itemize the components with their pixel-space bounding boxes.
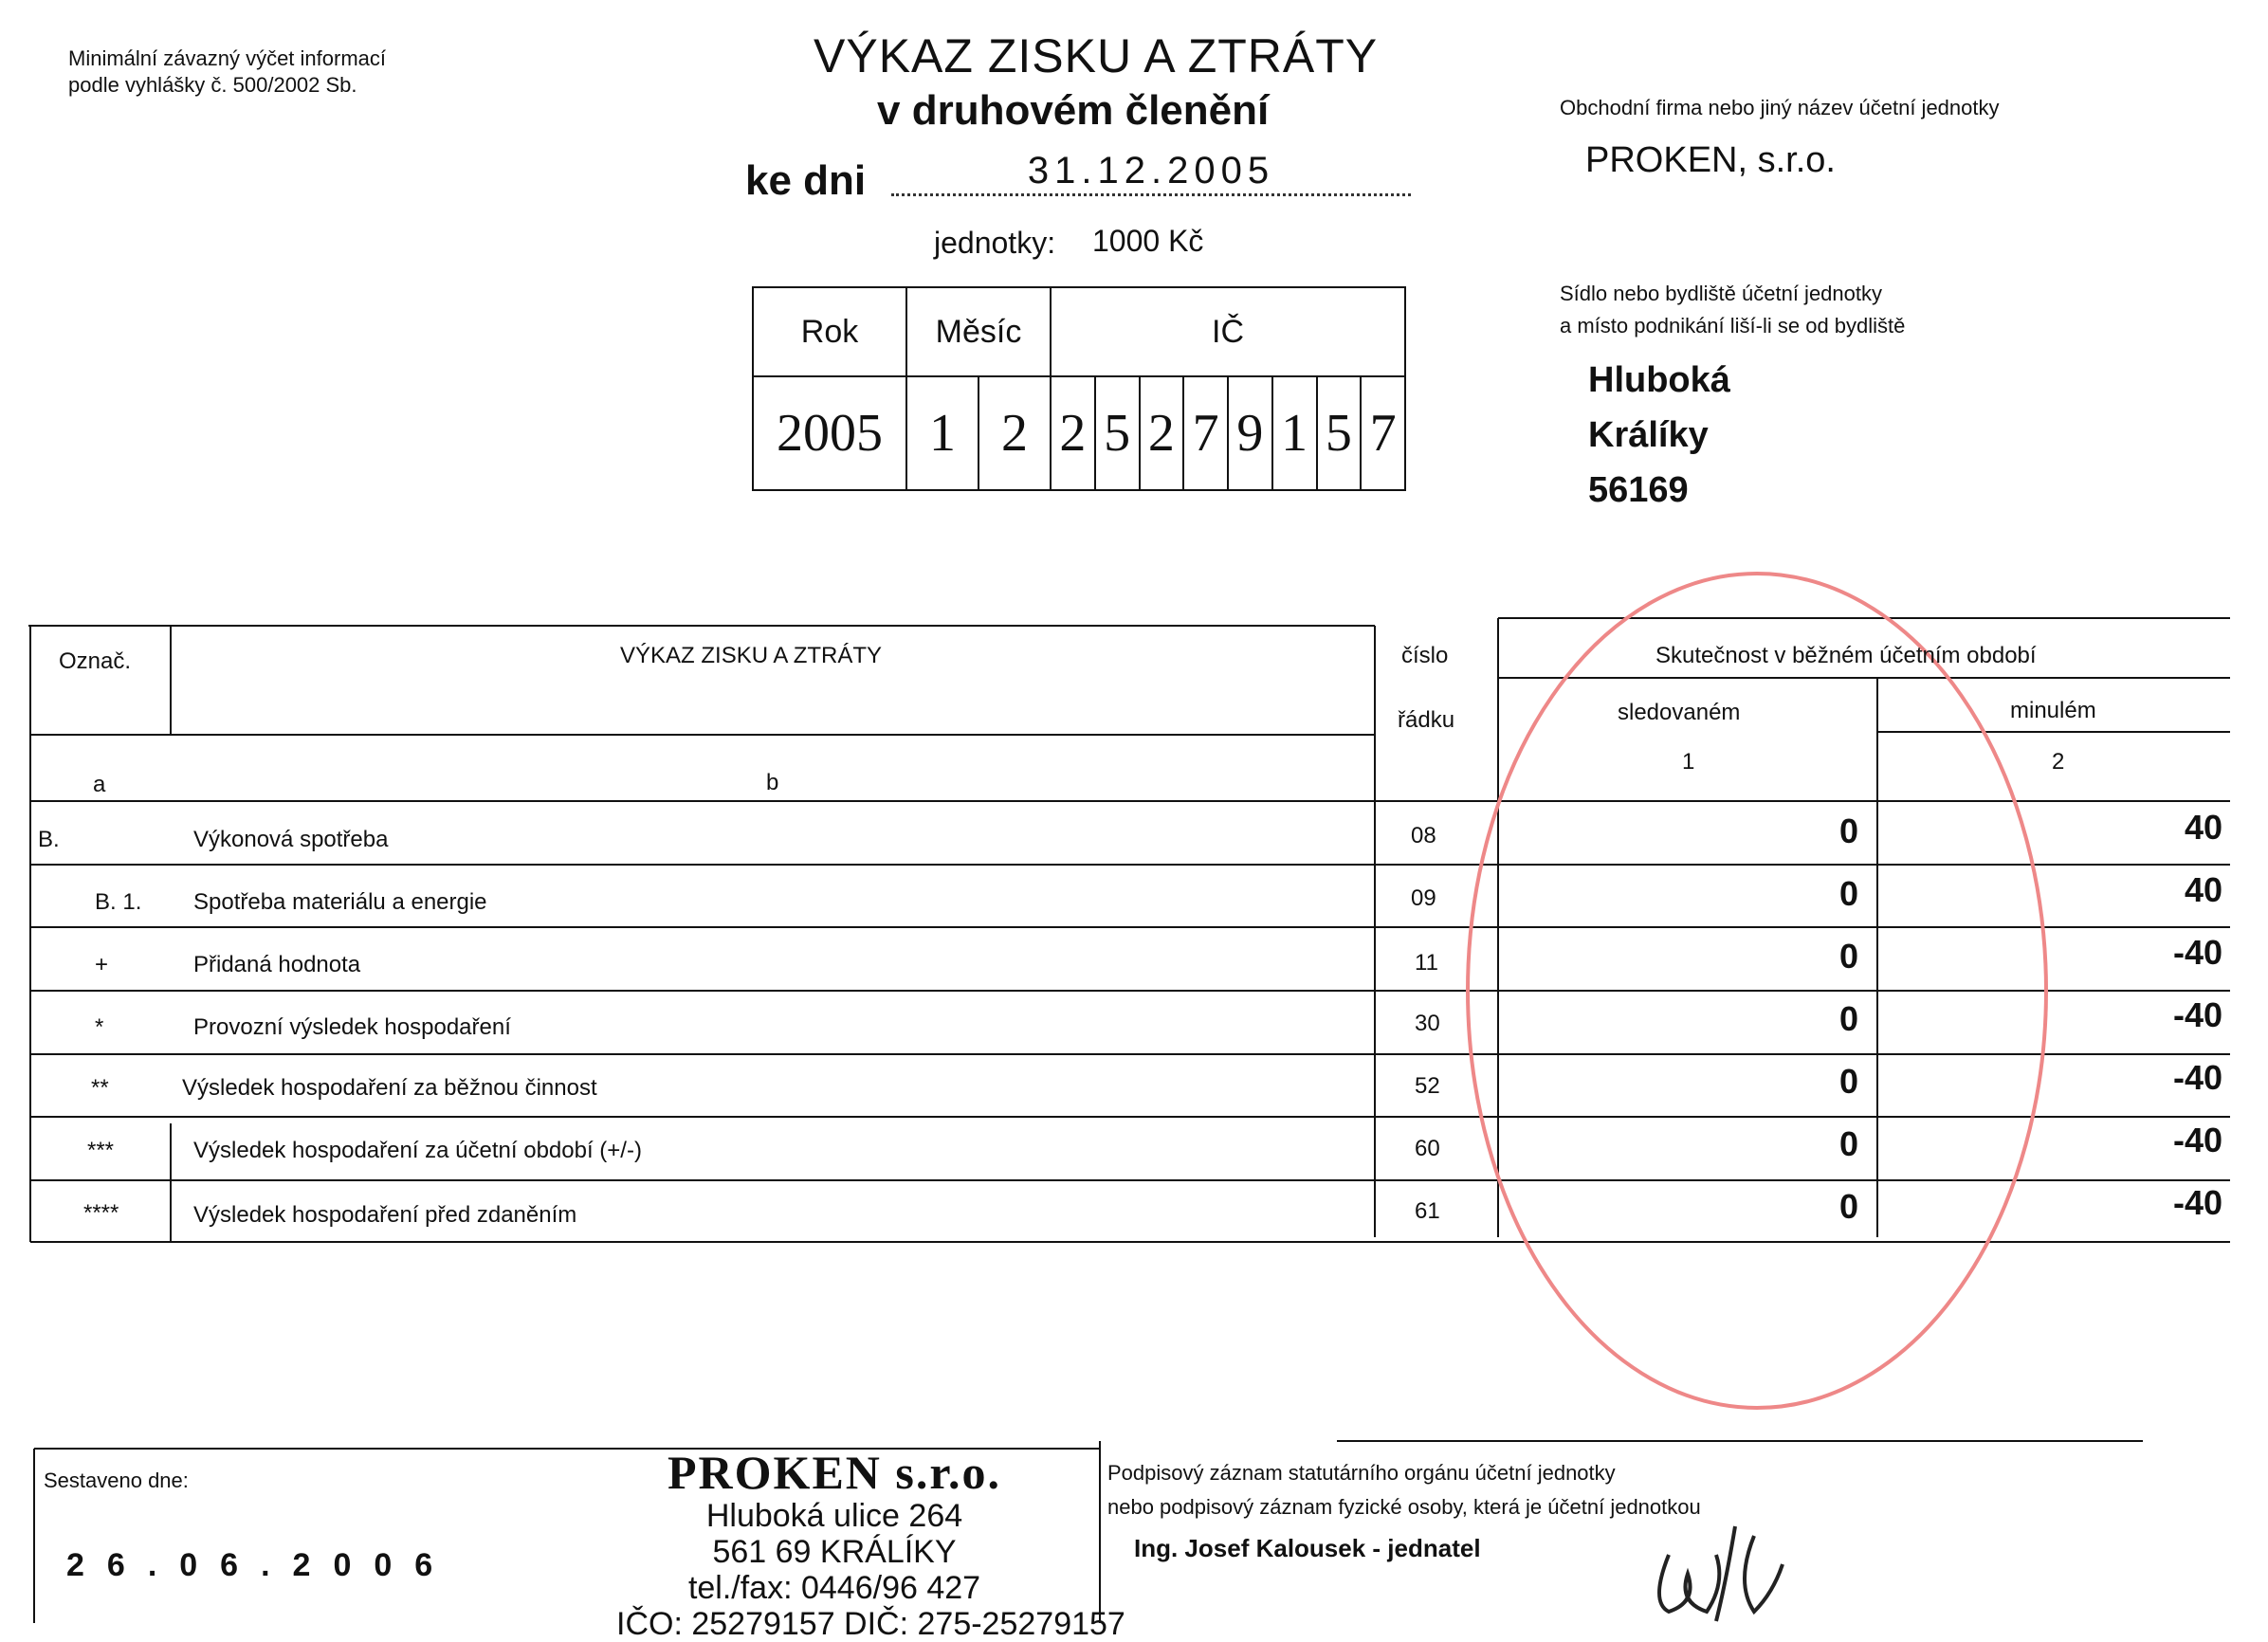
sub-header-2: 2 <box>2052 749 2065 775</box>
month-value <box>906 376 1051 490</box>
row-text: Spotřeba materiálu a energie <box>193 889 487 915</box>
year-header: Rok <box>753 287 906 376</box>
row-current-value: 0 <box>1838 1062 1858 1101</box>
highlight-circle <box>1468 574 2046 1408</box>
row-text: Přidaná hodnota <box>193 952 361 977</box>
row-previous-value: -40 <box>2172 1121 2222 1159</box>
address-line: 56169 <box>1588 470 1689 510</box>
col-current-header: sledovaném <box>1618 700 1741 725</box>
sub-header-b: b <box>766 770 779 795</box>
ico-digit: 1 <box>1271 377 1316 489</box>
row-mark: ** <box>91 1075 109 1101</box>
report-date: 31.12.2005 <box>891 150 1411 196</box>
ico-header: IČ <box>1051 287 1405 376</box>
year-value: 2005 <box>753 376 906 490</box>
col-previous-header: minulém <box>2010 698 2096 723</box>
legal-note-line: podle vyhlášky č. 500/2002 Sb. <box>68 73 357 97</box>
row-previous-value: -40 <box>2172 1058 2222 1097</box>
date-label: ke dni <box>745 157 867 204</box>
ico-digit: 5 <box>1316 377 1361 489</box>
units-value: 1000 Kč <box>1092 224 1204 258</box>
col-rowno-header: číslo <box>1401 643 1449 668</box>
row-current-value: 0 <box>1838 812 1858 850</box>
row-text: Výsledek hospodaření před zdaněním <box>193 1202 577 1228</box>
row-mark: B. <box>38 827 60 852</box>
row-previous-value: -40 <box>2172 933 2222 972</box>
seat-label: Sídlo nebo bydliště účetní jednotky <box>1560 282 1883 305</box>
row-number: 11 <box>1415 950 1438 976</box>
row-number: 52 <box>1415 1073 1440 1099</box>
legal-note <box>68 46 386 99</box>
stamp-line: 561 69 KRÁLÍKY <box>712 1534 957 1570</box>
row-current-value: 0 <box>1838 874 1858 913</box>
row-text: Výkonová spotřeba <box>193 827 389 852</box>
stamp-line: IČO: 25279157 DIČ: 275-25279157 <box>616 1606 1125 1642</box>
row-number: 61 <box>1415 1198 1440 1224</box>
ico-digit: 2 <box>1139 377 1183 489</box>
report-title: VÝKAZ ZISKU A ZTRÁTY <box>814 29 1379 82</box>
sub-header-a: a <box>93 772 106 797</box>
month-digit: 2 <box>978 377 1050 489</box>
units-label: jednotky: <box>934 226 1056 260</box>
id-table <box>752 286 1406 491</box>
seat-label: a místo podnikání liší-li se od bydliště <box>1560 314 1906 338</box>
stamp-line: tel./fax: 0446/96 427 <box>687 1570 981 1606</box>
compiled-label: Sestaveno dne: <box>44 1469 189 1492</box>
stamp-line: Hluboká ulice 264 <box>705 1498 963 1534</box>
row-number: 60 <box>1415 1136 1440 1161</box>
report-subtitle: v druhovém členění <box>877 87 1270 134</box>
row-previous-value: -40 <box>2172 995 2222 1034</box>
row-current-value: 0 <box>1838 937 1858 976</box>
row-previous-value: -40 <box>2172 1183 2222 1222</box>
row-mark: + <box>95 952 109 977</box>
legal-note-line: Minimální závazný výčet informací <box>68 46 386 70</box>
signature-label: Podpisový záznam statutárního orgánu účetní jednotky <box>1107 1461 1616 1485</box>
month-header: Měsíc <box>906 287 1051 376</box>
row-current-value: 0 <box>1838 1187 1858 1226</box>
col-text-header: VÝKAZ ZISKU A ZTRÁTY <box>620 643 883 668</box>
row-number: 09 <box>1411 885 1436 911</box>
ico-digit: 7 <box>1182 377 1227 489</box>
stamp-name: PROKEN s.r.o. <box>668 1446 1001 1499</box>
month-digit: 1 <box>929 404 956 463</box>
col-mark-header: Označ. <box>59 648 132 674</box>
row-previous-value: 40 <box>2184 870 2222 909</box>
row-number: 30 <box>1415 1011 1440 1036</box>
row-current-value: 0 <box>1838 1124 1858 1163</box>
address-line: Hluboká <box>1588 360 1730 400</box>
company-stamp <box>616 1446 1125 1642</box>
compiled-date: 26.06.2006 <box>66 1547 456 1583</box>
sub-header-1: 1 <box>1682 749 1695 775</box>
row-current-value: 0 <box>1838 999 1858 1038</box>
col-rowno-header: řádku <box>1398 707 1455 733</box>
ico-value <box>1051 376 1405 490</box>
ico-digit: 5 <box>1094 377 1139 489</box>
signatory-name: Ing. Josef Kalousek - jednatel <box>1134 1534 1481 1562</box>
row-text: Výsledek hospodaření za účetní období (+/-) <box>193 1138 642 1163</box>
firm-label: Obchodní firma nebo jiný název účetní jednotky <box>1560 96 2000 119</box>
signature-label: nebo podpisový záznam fyzické osoby, která je účetní jednotkou <box>1107 1495 1701 1519</box>
row-previous-value: 40 <box>2184 808 2222 847</box>
row-mark: * <box>95 1014 104 1040</box>
ico-digit: 2 <box>1059 404 1087 463</box>
address-line: Králíky <box>1588 415 1709 455</box>
firm-name: PROKEN, s.r.o. <box>1585 140 1836 180</box>
ico-digit: 7 <box>1360 377 1404 489</box>
signature <box>1659 1526 1783 1621</box>
row-text: Provozní výsledek hospodaření <box>193 1014 511 1040</box>
col-actual-header: Skutečnost v běžném účetním období <box>1655 643 2037 668</box>
row-mark: B. 1. <box>95 889 142 915</box>
row-mark: *** <box>87 1138 115 1163</box>
row-text: Výsledek hospodaření za běžnou činnost <box>182 1075 597 1101</box>
ico-digit: 9 <box>1227 377 1271 489</box>
row-number: 08 <box>1411 823 1436 848</box>
row-mark: **** <box>83 1200 119 1226</box>
